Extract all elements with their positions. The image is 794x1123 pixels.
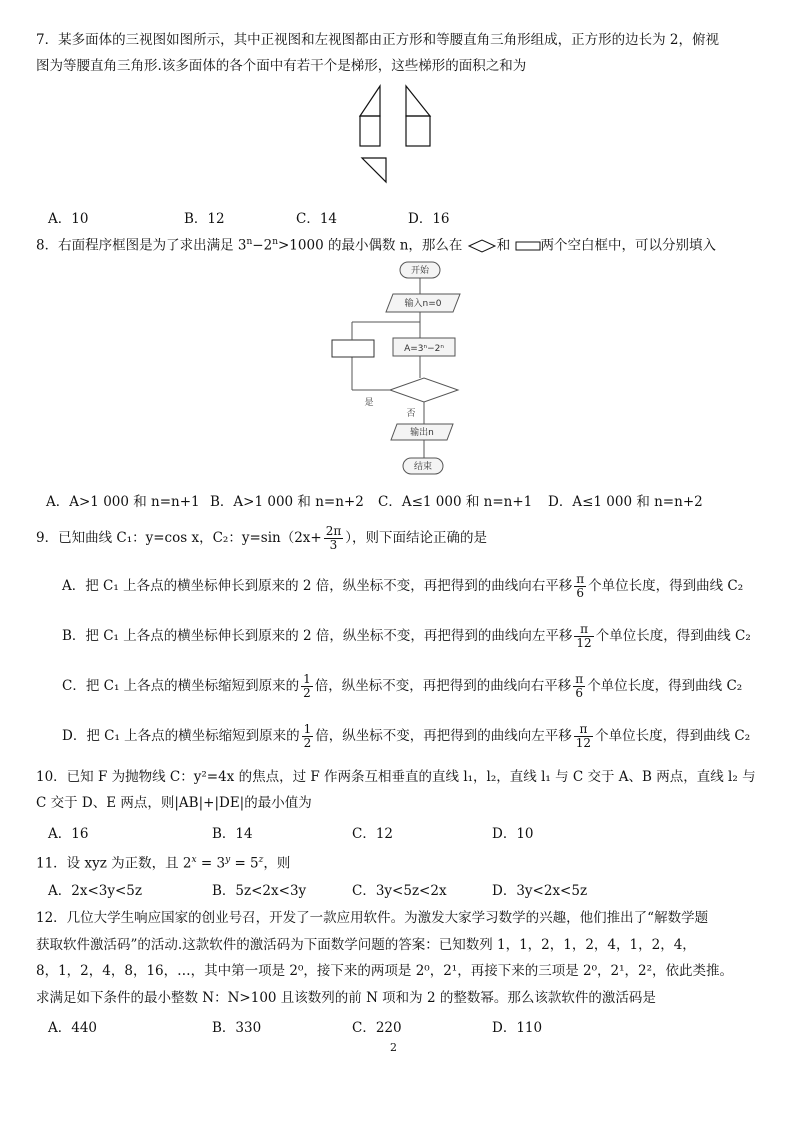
q9-option-a[interactable]: A．把 C₁ 上各点的横坐标伸长到原来的 2 倍，纵坐标不变，再把得到的曲线向右平移 $\frac{\pi}{6}$ 个单位长度，得到曲线 C₂	[62, 572, 744, 600]
rectangle-box-icon	[515, 240, 541, 252]
q12-option-b[interactable]: B．330	[212, 1020, 262, 1036]
flowchart-input-label: 输入n=0	[404, 299, 442, 309]
flowchart-process-blank	[332, 340, 374, 357]
q11-option-d[interactable]: D．3y<2x<5z	[492, 883, 588, 899]
flowchart-start-label: 开始	[410, 266, 430, 276]
q8-stem: 8．右面程序框图是为了求出满足 $3^n-2^n>1000$ 的最小偶数 n，那么在 和 两个空白框中，可以分别填入	[36, 237, 717, 254]
q9-option-d[interactable]: D．把 C₁ 上各点的横坐标缩短到原来的 $\frac{1}{2}$ 倍，纵坐标不变，再把得到的曲线向左平移 $\frac{\pi}{12}$ 个单位长度，得到曲线 C₂	[62, 722, 751, 750]
q7-stem-line1: 7．某多面体的三视图如图所示，其中正视图和左视图都由正方形和等腰直角三角形组成，正方形的边长为 2，俯视	[36, 32, 719, 48]
side-view-square	[406, 116, 430, 146]
q7-option-d[interactable]: D．16	[408, 211, 450, 227]
q10-stem-line1: 10．已知 F 为抛物线 C：y²=4x 的焦点，过 F 作两条互相垂直的直线 l₁，l₂，直线 l₁ 与 C 交于 A、B 两点，直线 l₂ 与	[36, 769, 756, 785]
q12-option-d[interactable]: D．110	[492, 1020, 543, 1036]
q10-option-d[interactable]: D．10	[492, 826, 534, 842]
q11-option-a[interactable]: A．2x<3y<5z	[48, 883, 142, 899]
q10-option-b[interactable]: B．14	[212, 826, 253, 842]
q9-fraction: $\frac{2\pi}{3}$	[325, 524, 342, 552]
q11-option-b[interactable]: B．5z<2x<3y	[212, 883, 307, 899]
flowchart-assign-label: A=3ⁿ−2ⁿ	[404, 344, 444, 354]
flowchart-end-label: 结束	[413, 462, 433, 472]
q8-option-a[interactable]: A．A>1 000 和 n=n+1	[46, 494, 200, 510]
side-view-triangle	[406, 86, 430, 116]
flowchart-decision-blank	[390, 378, 458, 402]
q8-options	[48, 490, 748, 510]
q7-options	[48, 207, 748, 227]
q8-option-d[interactable]: D．A≤1 000 和 n=n+2	[548, 494, 703, 510]
flowchart-yes-label: 是	[364, 398, 374, 408]
flowchart-no-label: 否	[406, 409, 416, 419]
q11-stem: 11．设 xyz 为正数，且 $2^x = 3^y = 5^z$，则	[36, 855, 291, 872]
q8-option-c[interactable]: C．A≤1 000 和 n=n+1	[378, 494, 533, 510]
front-view-square	[360, 116, 380, 146]
q9-stem: 9．已知曲线 C₁：y=cos x，C₂：y=sin（2x+ $\frac{2\pi}{3}$ ），则下面结论正确的是	[36, 524, 487, 552]
flowchart-output-label: 输出n	[410, 428, 434, 438]
q10-stem	[36, 764, 756, 816]
q7-option-a[interactable]: A．10	[48, 211, 89, 227]
q10-stem-line2: C 交于 D、E 两点，则|AB|+|DE|的最小值为	[36, 795, 312, 811]
q9-option-c[interactable]: C．把 C₁ 上各点的横坐标缩短到原来的 $\frac{1}{2}$ 倍，纵坐标不变，再把得到的曲线向右平移 $\frac{\pi}{6}$ 个单位长度，得到曲线 C₂	[62, 672, 743, 700]
q9-option-b[interactable]: B．把 C₁ 上各点的横坐标伸长到原来的 2 倍，纵坐标不变，再把得到的曲线向左平移 $\frac{\pi}{12}$ 个单位长度，得到曲线 C₂	[62, 622, 751, 650]
q12-stem	[36, 905, 756, 1011]
q7-stem	[36, 27, 756, 79]
q12-option-c[interactable]: C．220	[352, 1020, 402, 1036]
q12-options	[48, 1016, 748, 1036]
q12-stem-line3: 8，1，2，4，8，16，…，其中第一项是 2⁰，接下来的两项是 2⁰，2¹，再接下来的三项是 2⁰，2¹，2²，依此类推。	[36, 963, 734, 979]
flowchart	[325, 258, 465, 484]
front-view-triangle	[360, 86, 380, 116]
q11-options	[48, 879, 748, 899]
q7-option-b[interactable]: B．12	[184, 211, 225, 227]
q7-option-c[interactable]: C．14	[296, 211, 338, 227]
q10-option-c[interactable]: C．12	[352, 826, 394, 842]
three-view-figure	[352, 84, 442, 192]
q12-stem-line2: 获取软件激活码”的活动.这款软件的激活码为下面数学问题的答案：已知数列 1，1，2，1，2，4，1，2，4，	[36, 936, 696, 953]
q12-option-a[interactable]: A．440	[48, 1020, 98, 1036]
top-view-triangle	[362, 158, 386, 182]
q12-stem-line1: 12．几位大学生响应国家的创业号召，开发了一款应用软件。为激发大家学习数学的兴趣，他们推出了“解数学题	[36, 910, 709, 926]
q7-stem-line2: 图为等腰直角三角形.该多面体的各个面中有若干个是梯形，这些梯形的面积之和为	[36, 58, 527, 74]
q11-option-c[interactable]: C．3y<5z<2x	[352, 883, 447, 899]
diamond-box-icon	[467, 239, 497, 253]
page-number: 2	[390, 1041, 397, 1054]
q12-stem-line4: 求满足如下条件的最小整数 N：N>100 且该数列的前 N 项和为 2 的整数幂。那么该款软件的激活码是	[36, 989, 656, 1006]
q8-option-b[interactable]: B．A>1 000 和 n=n+2	[210, 494, 364, 510]
q10-option-a[interactable]: A．16	[48, 826, 89, 842]
q10-options	[48, 822, 748, 842]
